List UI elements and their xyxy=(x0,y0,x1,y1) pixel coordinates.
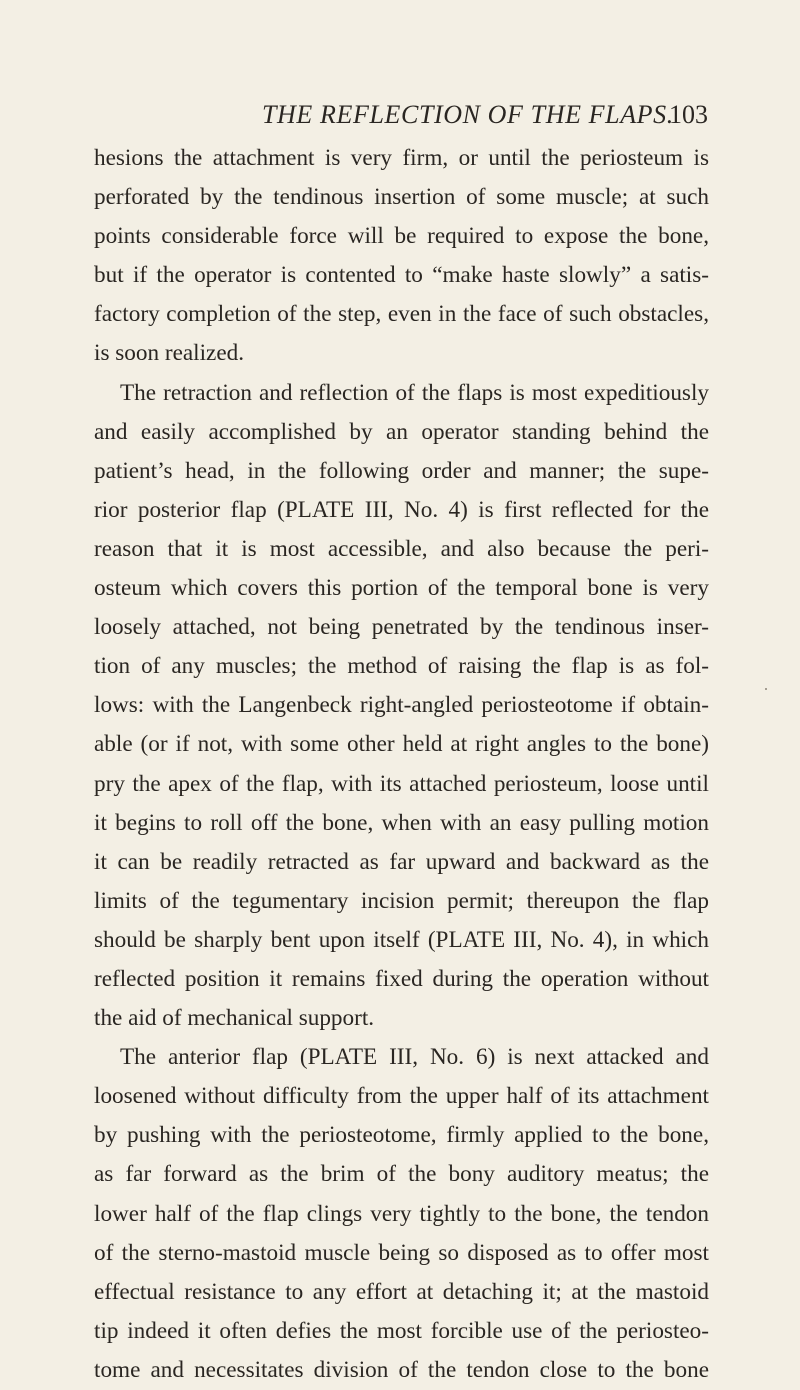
text-line: of the sterno-mastoid muscle being so disposed as to offer most xyxy=(94,1239,709,1266)
body-text xyxy=(94,139,709,1390)
text-line: loosened without difficulty from the upper half of its attachment xyxy=(94,1083,709,1110)
text-line: patient’s head, in the following order and manner; the supe- xyxy=(94,457,709,484)
text-line: effectual resistance to any effort at detaching it; at the mastoid xyxy=(94,1278,709,1305)
text-line: hesions the attachment is very firm, or until the periosteum is xyxy=(94,145,709,171)
text-line: able (or if not, with some other held at right angles to the bone) xyxy=(94,731,709,758)
text-line: should be sharply bent upon itself (PLATE III, No. 4), in which xyxy=(94,926,709,953)
text-line: reason that it is most accessible, and also because the peri- xyxy=(94,535,709,562)
text-line: it can be readily retracted as far upward and backward as the xyxy=(94,848,709,875)
text-line: perforated by the tendinous insertion of some muscle; at such xyxy=(94,184,709,211)
paper-speck xyxy=(765,688,767,690)
text-line: factory completion of the step, even in the face of such obstacles, xyxy=(94,301,709,328)
text-line: The retraction and reflection of the flaps is most expeditiously xyxy=(120,379,709,406)
text-line: lows: with the Langenbeck right-angled periosteotome if obtain- xyxy=(94,692,709,719)
text-line: tip indeed it often defies the most forcible use of the periosteo- xyxy=(94,1317,709,1344)
text-line: it begins to roll off the bone, when with an easy pulling motion xyxy=(94,809,709,836)
text-line: rior posterior flap (PLATE III, No. 4) is first reflected for the xyxy=(94,496,709,523)
text-line: loosely attached, not being penetrated by the tendinous inser- xyxy=(94,614,709,641)
text-line: is soon realized. xyxy=(94,340,245,367)
text-line: as far forward as the brim of the bony auditory meatus; the xyxy=(94,1161,709,1188)
text-line: lower half of the flap clings very tightly to the bone, the tendon xyxy=(94,1200,709,1227)
text-line: The anterior flap (PLATE III, No. 6) is next attacked and xyxy=(120,1044,709,1071)
text-line: tome and necessitates division of the tendon close to the bone xyxy=(94,1356,709,1383)
text-line: points considerable force will be required to expose the bone, xyxy=(94,223,709,250)
running-head: THE REFLECTION OF THE FLAPS. xyxy=(262,100,674,129)
text-line: reflected position it remains fixed during the operation without xyxy=(94,965,709,992)
text-line: tion of any muscles; the method of raising the flap is as fol- xyxy=(94,653,709,680)
text-line: pry the apex of the flap, with its attached periosteum, loose until xyxy=(94,770,709,797)
text-line: limits of the tegumentary incision permit; thereupon the flap xyxy=(94,887,709,914)
text-line: but if the operator is contented to “make haste slowly” a satis- xyxy=(94,262,709,289)
text-line: the aid of mechanical support. xyxy=(94,1005,375,1032)
text-line: osteum which covers this portion of the temporal bone is very xyxy=(94,575,709,602)
page-number: 103 xyxy=(669,100,708,129)
text-line: by pushing with the periosteotome, firmly applied to the bone, xyxy=(94,1122,709,1149)
text-line: and easily accomplished by an operator standing behind the xyxy=(94,418,709,445)
